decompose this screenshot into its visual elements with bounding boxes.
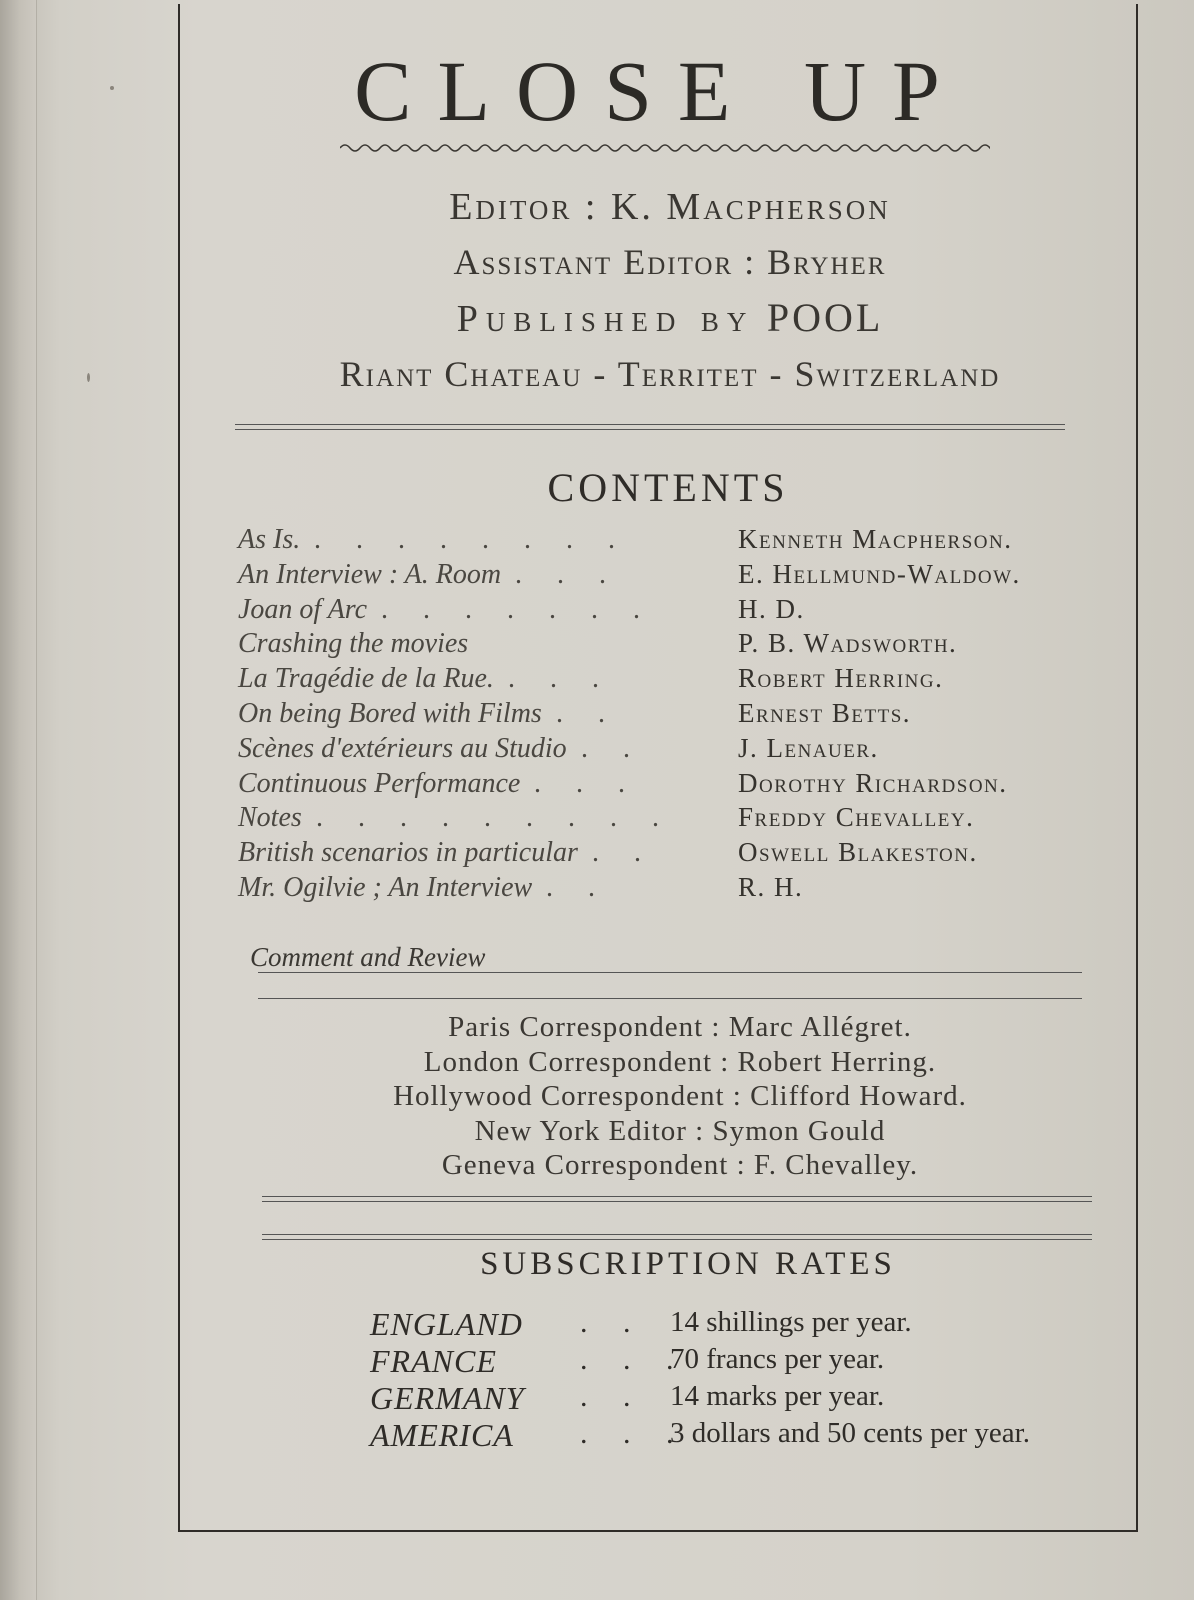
contents-item [238,698,1098,733]
article-title: Notes [238,802,302,834]
contents-item [238,733,1098,768]
article-title: As Is. [238,524,301,555]
leader-dots: . . . . . . . . [314,524,629,555]
rate-row [370,1417,1130,1454]
rate-country: ENGLAND [370,1306,523,1342]
contents-item [238,628,1098,663]
masthead [230,180,1110,402]
article-title: British scenarios in particular [238,837,578,869]
contents-item [238,559,1098,594]
article-title: Scènes d'extérieurs au Studio [238,732,567,764]
address-line: Riant Chateau - Territet - Switzerland [339,354,1001,394]
article-title: La Tragédie de la Rue. [238,663,494,695]
contents-item [238,802,1098,837]
leader-dots: . . . [580,1417,688,1450]
article-title: Joan of Arc [238,593,368,625]
contents-item [238,594,1098,629]
subscription-rates [370,1306,1130,1454]
wavy-rule [340,138,990,158]
article-title: Crashing the movies [238,628,469,660]
rate-country: FRANCE [370,1343,497,1379]
correspondent-line: London Correspondent : Robert Herring. [423,1045,937,1078]
article-author: Oswell Blakeston. [738,837,978,868]
leader-dots: . . . [508,663,613,695]
leader-dots: . . [546,871,609,903]
rate-row [370,1380,1130,1417]
rate-value: 14 marks per year. [670,1380,885,1412]
magazine-title: CLOSE UP [354,43,966,139]
leader-dots: . . . [580,1343,688,1376]
paper-blemish [110,86,114,90]
leader-dots: . . . [534,767,639,799]
published-by-label: Published by [456,298,755,340]
rate-row [370,1343,1130,1380]
article-title: An Interview : A. Room [238,558,502,590]
divider-rule [258,972,1082,973]
correspondent-line: Hollywood Correspondent : Clifford Howard. [393,1080,967,1112]
correspondent-line: Geneva Correspondent : F. Chevalley. [441,1149,919,1181]
rate-country: GERMANY [370,1380,525,1416]
contents-item [238,663,1098,698]
article-author: Freddy Chevalley. [738,802,975,833]
rate-value: 14 shillings per year. [670,1306,912,1338]
leader-dots: . . . [515,558,620,590]
article-title: Mr. Ogilvie ; An Interview [238,871,533,903]
article-title: Continuous Performance [238,767,521,799]
divider-rule [258,998,1082,999]
article-author: R. H. [738,871,804,902]
assistant-editor-line: Assistant Editor : Bryher [453,242,887,282]
article-author: H. D. [738,593,805,624]
leader-dots: . . [581,732,644,764]
leader-dots: . . [580,1380,645,1413]
divider-double-rule [262,1196,1092,1202]
contents-item [238,872,1098,907]
leader-dots: . . [556,697,619,729]
article-author: P. B. Wadsworth. [738,628,958,659]
contents-item [238,524,1098,559]
divider-double-rule [235,424,1065,430]
article-author: J. Lenauer. [738,732,879,763]
publisher-name: POOL [766,295,884,340]
rate-row [370,1306,1130,1343]
article-author: Dorothy Richardson. [738,767,1008,798]
rate-value: 70 francs per year. [670,1343,885,1375]
rate-value: 3 dollars and 50 cents per year. [670,1417,1030,1449]
contents-item [238,768,1098,803]
correspondents-list [300,1010,1060,1183]
contents-heading: CONTENTS [547,465,789,510]
article-author: Kenneth Macpherson. [738,524,1013,554]
article-title: On being Bored with Films [238,697,542,729]
contents-list [238,524,1098,907]
leader-dots: . . . . . . . [381,593,654,625]
contents-item [238,837,1098,872]
correspondent-line: New York Editor : Symon Gould [474,1114,886,1147]
leader-dots: . . [592,837,655,869]
paper-blemish [87,373,90,382]
article-author: Ernest Betts. [738,697,912,728]
leader-dots: . . . . . . . . . [316,802,673,834]
article-author: E. Hellmund-Waldow. [738,558,1021,589]
leader-dots: . . [580,1306,645,1339]
divider-double-rule [262,1234,1092,1240]
comment-and-review: Comment and Review [250,942,486,972]
subscription-heading: SUBSCRIPTION RATES [480,1246,896,1282]
publisher-line [230,290,1110,347]
rate-country: AMERICA [370,1417,514,1453]
correspondent-line: Paris Correspondent : Marc Allégret. [448,1011,912,1043]
editor-line: Editor : K. Macpherson [449,186,891,228]
book-spine [0,0,37,1600]
article-author: Robert Herring. [738,663,944,694]
